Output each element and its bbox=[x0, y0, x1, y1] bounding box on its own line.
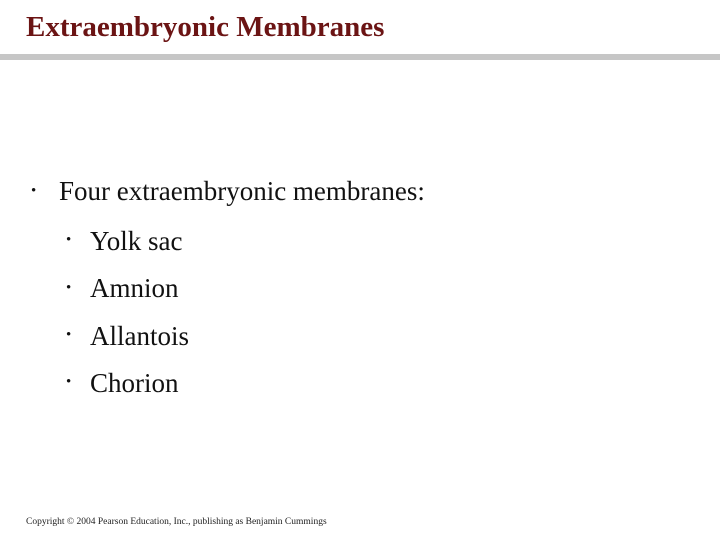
sub-bullet-allantois bbox=[66, 314, 189, 361]
sub-bullet-text: Allantois bbox=[90, 320, 189, 351]
sub-bullet-yolk-sac bbox=[66, 219, 189, 266]
sub-bullet-chorion bbox=[66, 361, 189, 408]
title-divider bbox=[0, 54, 720, 60]
bullet-dot-icon: • bbox=[31, 182, 37, 199]
sub-bullet-text: Chorion bbox=[90, 367, 179, 398]
sub-bullet-list bbox=[66, 219, 189, 408]
sub-bullet-text: Yolk sac bbox=[90, 226, 183, 256]
sub-bullet-amnion bbox=[66, 266, 189, 313]
sub-bullet-text: Amnion bbox=[90, 273, 179, 304]
main-bullet-text: Four extraembryonic membranes: bbox=[59, 176, 425, 206]
slide-title: Extraembryonic Membranes bbox=[26, 11, 385, 43]
bullet-dot-icon: • bbox=[66, 326, 72, 343]
bullet-dot-icon: • bbox=[66, 232, 72, 249]
copyright-notice: Copyright © 2004 Pearson Education, Inc., publishing as Benjamin Cummings bbox=[26, 517, 327, 527]
main-bullet bbox=[31, 174, 425, 211]
bullet-dot-icon: • bbox=[66, 279, 72, 296]
bullet-dot-icon: • bbox=[66, 374, 72, 391]
